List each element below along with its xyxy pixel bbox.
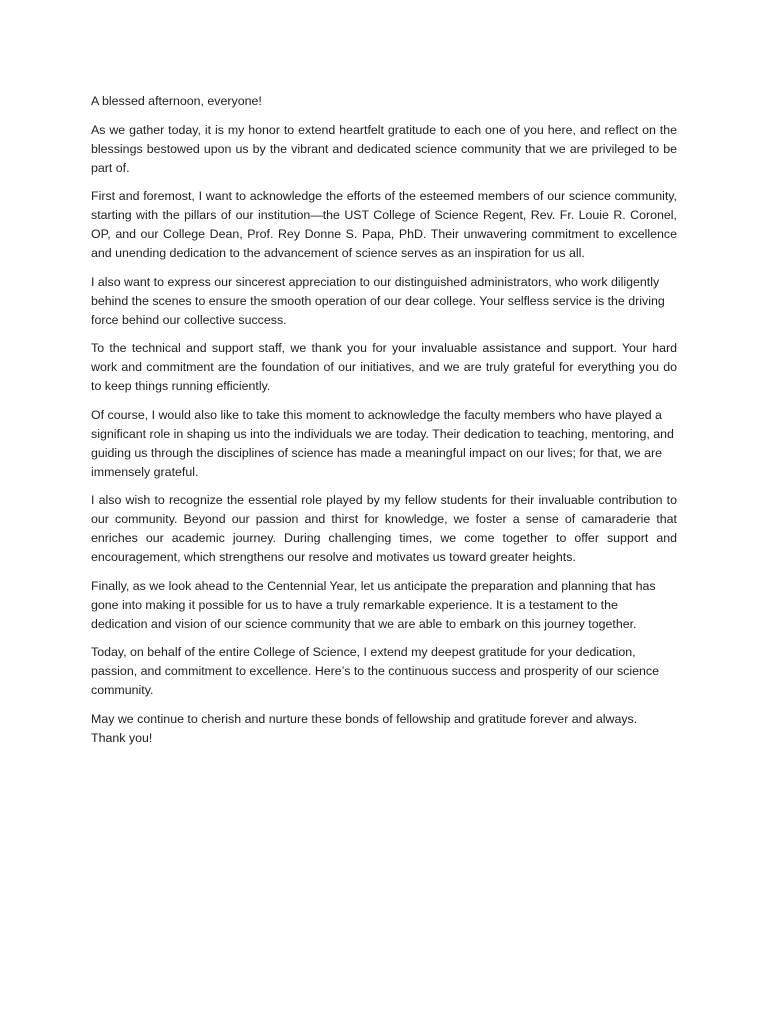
paragraph-opening: As we gather today, it is my honor to extend heartfelt gratitude to each one of you here, and reflect on the blessings bestowed upon us by the vibrant and dedicated science community that we are privileged to be part of. [91, 122, 677, 175]
paragraph-acknowledge-leaders: First and foremost, I want to acknowledge the efforts of the esteemed members of our science community, starting with the pillars of our institution—the UST College of Science Regent, Rev. Fr. Louie R. Coronel, OP, and our College Dean, Prof. Rey Donne S. Papa, PhD. Their unwavering commitment to excellence and unending dedication to the advancement of science serves as an inspiration for us all. [91, 189, 677, 260]
greeting-line: A blessed afternoon, everyone! [91, 94, 262, 108]
paragraph-faculty: Of course, I would also like to take this moment to acknowledge the faculty members who have played a significant role in shaping us into the individuals we are today. Their dedication to teaching, mentoring, and guiding us through the disciplines of science has made a meaningful impact on our lives; for that, we are immensely grateful. [91, 407, 674, 479]
paragraph-students: I also wish to recognize the essential role played by my fellow students for their invaluable contribution to our community. Beyond our passion and thirst for knowledge, we foster a sense of camaraderie that enriches our academic journey. During challenging times, we come together to offer support and encouragement, which strengthens our resolve and motivates us toward greater heights. [91, 493, 677, 564]
speech-body [91, 92, 677, 748]
closing-line: May we continue to cherish and nurture these bonds of fellowship and gratitude forever and always. [91, 711, 638, 726]
paragraph-support-staff: To the technical and support staff, we thank you for your invaluable assistance and support. Your hard work and commitment are the foundation of our initiatives, and we are truly grateful for everything you do to keep things running efficiently. [91, 341, 677, 393]
thank-you-line: Thank you! [91, 730, 153, 745]
paragraph-gratitude: Today, on behalf of the entire College of Science, I extend my deepest gratitude for your dedication, passion, and commitment to excellence. Here’s to the continuous success and prosperity of our science community. [91, 645, 659, 697]
paragraph-closing [91, 710, 677, 748]
paragraph-centennial: Finally, as we look ahead to the Centennial Year, let us anticipate the preparation and planning that has gone into making it possible for us to have a truly remarkable experience. It is a testament to the dedication and vision of our science community that we are able to embark on this journey together. [91, 578, 656, 631]
paragraph-administrators: I also want to express our sincerest appreciation to our distinguished administrators, who work diligently behind the scenes to ensure the smooth operation of our dear college. Your selfless service is the driving force behind our collective success. [91, 274, 665, 327]
